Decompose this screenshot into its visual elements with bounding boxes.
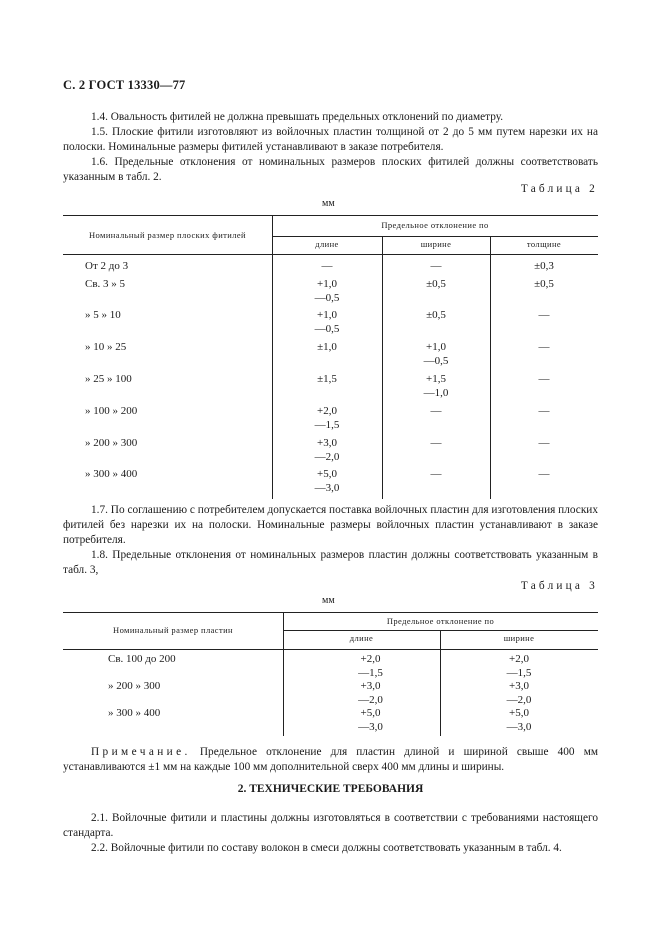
- table2-cell-size: » 100 » 200: [85, 405, 138, 417]
- note-body: Предельное отклонение для пластин длиной и шириной свыше 400 мм устанавливаются ±1 мм на каждые 100 мм дополнительной сверх 400 мм длины и ширины.: [63, 746, 598, 773]
- table2-cell-width: —: [430, 260, 442, 272]
- table2-caption: Таблица 2: [520, 183, 598, 195]
- table2-cell-length: ±1,5: [317, 373, 337, 385]
- table3-cell-width: +3,0 —2,0: [506, 680, 532, 706]
- paragraph-1-8: 1.8. Предельные отклонения от номинальных размеров пластин должны соответствовать указанным в табл. 3,: [63, 549, 598, 576]
- table2-unit: мм: [322, 198, 335, 209]
- table3-cell-length: +3,0 —2,0: [358, 680, 383, 706]
- table2-cell-width: —: [430, 405, 442, 417]
- table2-cell-thickness: —: [538, 468, 550, 480]
- section-title: 2. ТЕХНИЧЕСКИЕ ТРЕБОВАНИЯ: [237, 783, 424, 795]
- table2-cell-size: » 200 » 300: [85, 437, 138, 449]
- table2-cell-size: » 10 » 25: [85, 341, 127, 353]
- table3-subheader-rule: [283, 630, 598, 631]
- table2-header-group: Предельное отклонение по: [381, 220, 489, 230]
- table2-cell-width: +1,0 —0,5: [423, 341, 449, 367]
- table2-header-thickness: толщине: [526, 239, 562, 249]
- table3-header-rule: [63, 649, 598, 650]
- table2-top-rule: [63, 215, 598, 216]
- table2-cell-length: +1,0 —0,5: [314, 278, 340, 304]
- table2-cell-width: +1,5 —1,0: [423, 373, 449, 399]
- table3-cell-length: +2,0 —1,5: [358, 653, 383, 679]
- paragraph-1-6: 1.6. Предельные отклонения от номинальных размеров плоских фитилей должны соответствовать указанным в табл. 2.: [63, 156, 598, 183]
- table2-cell-size: » 5 » 10: [85, 309, 121, 321]
- table2-cell-size: » 300 » 400: [85, 468, 138, 480]
- table2-cell-width: ±0,5: [426, 278, 446, 290]
- table3-cell-length: +5,0 —3,0: [358, 707, 383, 733]
- table2-cell-length: +1,0 —0,5: [314, 309, 340, 335]
- table2-header-width: ширине: [420, 239, 452, 249]
- table2-cell-length: +2,0 —1,5: [314, 405, 340, 431]
- note-lead: Примечание.: [91, 746, 191, 758]
- table2-cell-thickness: —: [538, 341, 550, 353]
- table3-caption: Таблица 3: [520, 580, 598, 592]
- table3-cell-width: +5,0 —3,0: [506, 707, 532, 733]
- table3-header-group: Предельное отклонение по: [386, 616, 495, 626]
- table2-subheader-rule: [272, 236, 598, 237]
- table3-cell-width: +2,0 —1,5: [506, 653, 532, 679]
- table2-header-size: Номинальный размер плоских фитилей: [89, 230, 246, 240]
- table2-cell-thickness: ±0,3: [534, 260, 554, 272]
- table2-cell-length: +5,0 —3,0: [314, 468, 340, 494]
- table3-header-length: длине: [349, 633, 374, 643]
- table2-cell-length: +3,0 —2,0: [314, 437, 340, 463]
- table2-cell-width: —: [430, 437, 442, 449]
- paragraph-1-5: 1.5. Плоские фитили изготовляют из войлочных пластин толщиной от 2 до 5 мм путем нарезки их на полоски. Номинальные размеры фитилей устанавливают в заказе потребителя.: [63, 126, 598, 153]
- paragraph-block-3: [63, 811, 598, 856]
- table2-divider-width: [490, 236, 491, 499]
- table3-cell-size: » 300 » 400: [108, 707, 161, 719]
- table2-cell-size: » 25 » 100: [85, 373, 132, 385]
- table2-cell-thickness: ±0,5: [534, 278, 554, 290]
- table3-cell-size: » 200 » 300: [108, 680, 161, 692]
- paragraph-block-2: [63, 503, 598, 578]
- table2-header-rule: [63, 254, 598, 255]
- table3-top-rule: [63, 612, 598, 613]
- paragraph-2-2: 2.2. Войлочные фитили по составу волокон в смеси должны соответствовать указанным в табл. 4.: [91, 842, 562, 854]
- note-block: [63, 745, 598, 775]
- table2-cell-width: —: [430, 468, 442, 480]
- paragraph-2-1: 2.1. Войлочные фитили и пластины должны изготовляться в соответствии с требованиями настоящего стандарта.: [63, 812, 598, 839]
- paragraph-block-1: [63, 110, 598, 185]
- table2-cell-thickness: —: [538, 309, 550, 321]
- page-header: С. 2 ГОСТ 13330—77: [63, 78, 186, 92]
- table3-unit: мм: [322, 595, 335, 606]
- table2-cell-thickness: —: [538, 373, 550, 385]
- table2-cell-size: Св. 3 » 5: [85, 278, 126, 290]
- paragraph-1-4: 1.4. Овальность фитилей не должна превышать предельных отклонений по диаметру.: [91, 111, 504, 123]
- table3-header-size: Номинальный размер пластин: [113, 625, 233, 635]
- paragraph-1-7: 1.7. По соглашению с потребителем допускается поставка войлочных пластин для изготовления плоских фитилей без нарезки их на полоски. Номинальные размеры войлочных пластин устанавливают в заказе потребителя.: [63, 504, 598, 546]
- table2-cell-size: От 2 до 3: [85, 260, 129, 272]
- table2-header-length: длине: [315, 239, 339, 249]
- table2-cell-thickness: —: [538, 437, 550, 449]
- table2-cell-length: ±1,0: [317, 341, 337, 353]
- table3-header-width: ширине: [503, 633, 535, 643]
- table2-cell-thickness: —: [538, 405, 550, 417]
- table3-cell-size: Св. 100 до 200: [108, 653, 176, 665]
- table2-cell-width: ±0,5: [426, 309, 446, 321]
- table2-cell-length: —: [321, 260, 333, 272]
